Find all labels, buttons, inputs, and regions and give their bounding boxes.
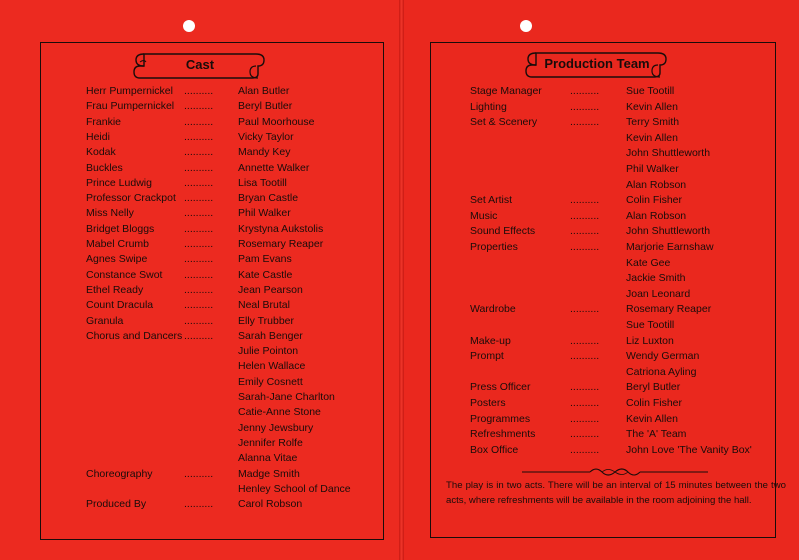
person-name: Phil Walker	[238, 207, 291, 220]
person-name: Alanna Vitae	[238, 452, 298, 465]
leader-dots: ..........	[184, 498, 214, 511]
role-label: Stage Manager	[470, 85, 542, 97]
role-label: Granula	[86, 314, 124, 327]
person-name: Henley School of Dance	[238, 482, 351, 495]
role-label: Ethel Ready	[86, 283, 144, 296]
person-name: Emily Cosnett	[238, 375, 303, 388]
role-label: Programmes	[470, 412, 531, 425]
leader-dots: ..........	[570, 225, 600, 238]
leader-dots: ..........	[184, 253, 214, 266]
person-name: Beryl Butler	[238, 100, 293, 113]
person-name: Rosemary Reaper	[626, 303, 712, 316]
person-name: Jenny Jewsbury	[238, 421, 314, 434]
person-name: Colin Fisher	[626, 194, 683, 207]
role-label: Choreography	[86, 467, 153, 480]
leader-dots: ..........	[570, 100, 600, 113]
production-heading-scroll	[522, 49, 672, 79]
person-name: Alan Robson	[626, 209, 687, 222]
person-name: Joan Leonard	[626, 287, 691, 300]
person-name: Beryl Butler	[626, 381, 681, 394]
role-label: Herr Pumpernickel	[86, 85, 173, 97]
person-name: Marjorie Earnshaw	[626, 241, 714, 253]
leader-dots: ..........	[184, 146, 214, 159]
role-label: Frankie	[86, 115, 122, 128]
role-label: Lighting	[470, 100, 507, 113]
role-label: Prompt	[470, 350, 504, 363]
page-fold	[399, 0, 404, 560]
leader-dots: ..........	[184, 238, 214, 250]
leader-dots: ..........	[570, 116, 600, 129]
role-label: Count Dracula	[86, 299, 154, 312]
leader-dots: ..........	[184, 100, 214, 113]
leader-dots: ..........	[184, 314, 214, 327]
person-name: Helen Wallace	[238, 360, 306, 373]
role-label: Mabel Crumb	[86, 238, 150, 250]
person-name: Carol Robson	[238, 498, 303, 511]
leader-dots: ..........	[184, 268, 214, 281]
role-label: Properties	[470, 241, 518, 253]
leader-dots: ..........	[570, 334, 600, 347]
leader-dots: ..........	[570, 443, 600, 456]
person-name: Pam Evans	[238, 253, 292, 266]
leader-dots: ..........	[184, 329, 214, 342]
leader-dots: ..........	[570, 241, 600, 253]
person-name: Sarah-Jane Charlton	[238, 391, 335, 403]
person-name: Mandy Key	[238, 146, 291, 159]
person-name: Elly Trubber	[238, 314, 295, 327]
leader-dots: ..........	[184, 222, 214, 235]
person-name: Alan Robson	[626, 178, 687, 191]
person-name: Vicky Taylor	[238, 130, 294, 143]
person-name: Alan Butler	[238, 85, 290, 97]
leader-dots: ..........	[570, 428, 600, 441]
punch-hole-right	[520, 20, 532, 32]
leader-dots: ..........	[184, 115, 214, 128]
person-name: Annette Walker	[238, 161, 310, 174]
person-name: Catie-Anne Stone	[238, 406, 321, 419]
person-name: Sue Tootill	[626, 319, 675, 331]
role-label: Professor Crackpot	[86, 192, 176, 205]
person-name: Paul Moorhouse	[238, 115, 315, 128]
role-label: Music	[470, 209, 498, 222]
role-label: Sound Effects	[470, 225, 536, 238]
role-label: Agnes Swipe	[86, 253, 148, 266]
role-label: Bridget Bloggs	[86, 222, 155, 235]
person-name: Sue Tootill	[626, 85, 675, 97]
person-name: Rosemary Reaper	[238, 238, 324, 250]
person-name: Kevin Allen	[626, 100, 678, 113]
cast-heading-scroll	[130, 50, 270, 80]
leader-dots: ..........	[184, 283, 214, 296]
person-name: Bryan Castle	[238, 192, 299, 205]
person-name: Lisa Tootill	[238, 176, 287, 189]
person-name: Phil Walker	[626, 163, 679, 175]
role-label: Chorus and Dancers	[86, 329, 183, 342]
leader-dots: ..........	[184, 176, 214, 189]
role-label: Buckles	[86, 161, 123, 174]
person-name: Wendy German	[626, 350, 700, 363]
person-name: Kevin Allen	[626, 412, 678, 425]
punch-hole-left	[183, 20, 195, 32]
person-name: Madge Smith	[238, 467, 300, 480]
leader-dots: ..........	[184, 161, 214, 174]
leader-dots: ..........	[570, 381, 600, 394]
person-name: John Love 'The Vanity Box'	[626, 443, 752, 456]
leader-dots: ..........	[570, 397, 600, 409]
person-name: Julie Pointon	[238, 345, 299, 358]
role-label: Wardrobe	[470, 303, 516, 316]
leader-dots: ..........	[570, 85, 600, 97]
person-name: John Shuttleworth	[626, 225, 711, 238]
role-label: Posters	[470, 397, 506, 409]
role-label: Refreshments	[470, 428, 536, 441]
role-label: Make-up	[470, 334, 511, 347]
person-name: Terry Smith	[626, 116, 680, 129]
person-name: The 'A' Team	[626, 428, 687, 441]
role-label: Heidi	[86, 130, 110, 143]
cast-title: Cast	[185, 57, 215, 72]
leader-dots: ..........	[184, 192, 214, 205]
person-name: Krystyna Aukstolis	[238, 222, 324, 235]
person-name: Jean Pearson	[238, 283, 303, 296]
leader-dots: ..........	[570, 194, 600, 207]
person-name: John Shuttleworth	[626, 147, 711, 160]
person-name: Jackie Smith	[626, 272, 686, 285]
person-name: Kate Castle	[238, 268, 293, 281]
role-label: Prince Ludwig	[86, 176, 152, 189]
leader-dots: ..........	[570, 350, 600, 363]
leader-dots: ..........	[570, 303, 600, 316]
person-name: Neal Brutal	[238, 299, 290, 312]
ornamental-divider-icon	[520, 466, 710, 478]
leader-dots: ..........	[184, 85, 214, 97]
person-name: Colin Fisher	[626, 397, 683, 409]
leader-dots: ..........	[184, 130, 214, 143]
leader-dots: ..........	[570, 412, 600, 425]
production-title: Production Team	[544, 56, 650, 71]
role-label: Set Artist	[470, 194, 513, 207]
role-label: Kodak	[86, 146, 116, 159]
role-label: Constance Swot	[86, 268, 163, 281]
leader-dots: ..........	[184, 207, 214, 220]
role-label: Set & Scenery	[470, 116, 538, 129]
leader-dots: ..........	[184, 467, 214, 480]
person-name: Kate Gee	[626, 256, 671, 269]
role-label: Frau Pumpernickel	[86, 100, 175, 113]
interval-note: The play is in two acts. There will be an interval of 15 minutes between the two acts, where refreshments will be available in the room adjoining the hall.	[446, 480, 786, 506]
role-label: Box Office	[470, 443, 519, 456]
person-name: Catriona Ayling	[626, 365, 697, 378]
role-label: Miss Nelly	[86, 207, 134, 220]
person-name: Sarah Benger	[238, 329, 303, 342]
role-label: Press Officer	[470, 381, 531, 394]
person-name: Kevin Allen	[626, 131, 678, 144]
leader-dots: ..........	[570, 209, 600, 222]
leader-dots: ..........	[184, 299, 214, 312]
person-name: Jennifer Rolfe	[238, 436, 303, 449]
role-label: Produced By	[86, 498, 147, 511]
person-name: Liz Luxton	[626, 334, 674, 347]
